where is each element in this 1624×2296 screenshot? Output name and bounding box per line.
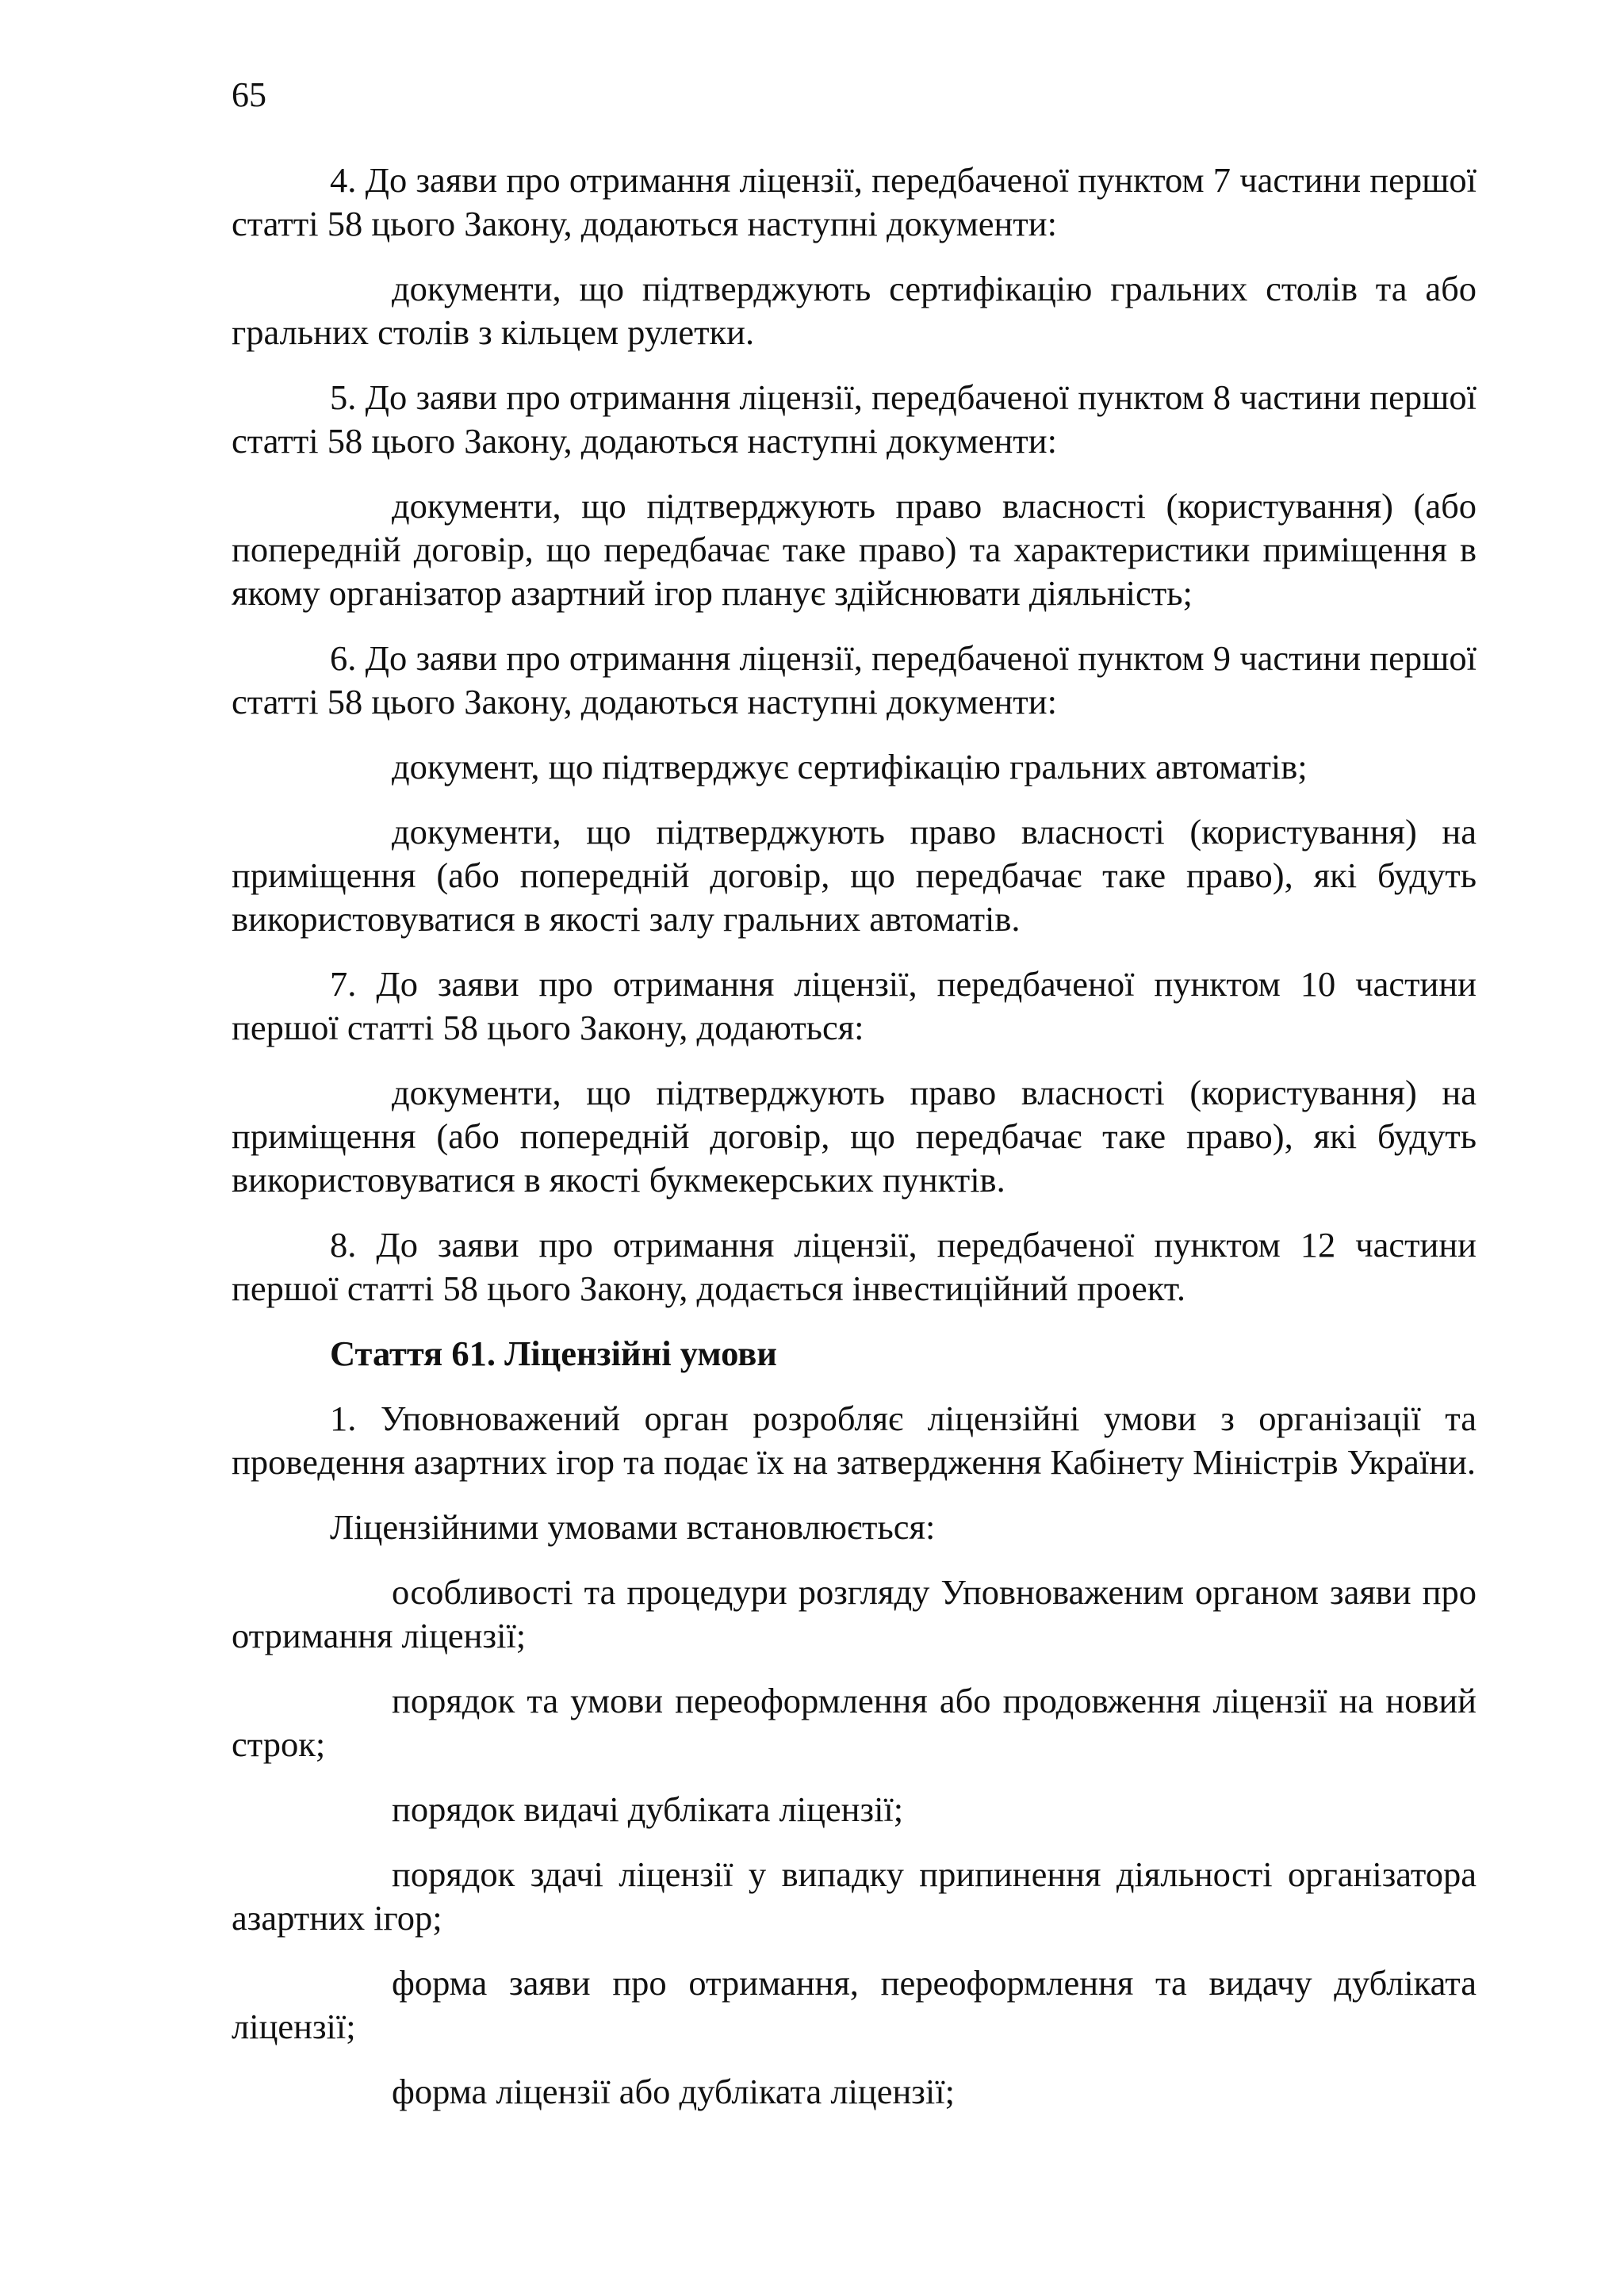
list-item-license-surrender: порядок здачі ліцензії у випадку припинення діяльності організатора азартних ігор; bbox=[232, 1854, 1477, 1938]
paragraph-item-8: 8. До заяви про отримання ліцензії, передбаченої пунктом 12 частини першої статті 58 цього Закону, додається інвестиційний проект. bbox=[232, 1225, 1477, 1308]
paragraph-article-61-item-1: 1. Уповноважений орган розробляє ліцензійні умови з організації та проведення азартних ігор та подає їх на затвердження Кабінету Міністрів України. bbox=[232, 1399, 1477, 1482]
paragraph-item-6-doc-ownership: документи, що підтверджують право власності (користування) на приміщення (або попередній договір, що передбачає таке право), які будуть використовуватися в якості залу гральних автоматів. bbox=[232, 812, 1477, 939]
document-body bbox=[232, 159, 1477, 2135]
paragraph-item-6-doc-certification: документ, що підтверджує сертифікацію гральних автоматів; bbox=[392, 747, 1308, 786]
list-item-license-form: форма ліцензії або дубліката ліцензії; bbox=[392, 2072, 955, 2111]
list-item-duplicate-issuance: порядок видачі дубліката ліцензії; bbox=[392, 1789, 904, 1829]
paragraph-item-7: 7. До заяви про отримання ліцензії, передбаченої пунктом 10 частини першої статті 58 цього Закону, додаються: bbox=[232, 964, 1477, 1047]
paragraph-item-6: 6. До заяви про отримання ліцензії, передбаченої пунктом 9 частини першої статті 58 цього Закону, додаються наступні документи: bbox=[232, 638, 1477, 721]
paragraph-license-conditions-intro: Ліцензійними умовами встановлюється: bbox=[330, 1507, 936, 1547]
list-item-reissue-renewal: порядок та умови переоформлення або продовження ліцензії на новий строк; bbox=[232, 1681, 1477, 1764]
page-number: 65 bbox=[232, 75, 266, 114]
paragraph-item-4: 4. До заяви про отримання ліцензії, передбаченої пунктом 7 частини першої статті 58 цього Закону, додаються наступні документи: bbox=[232, 160, 1477, 243]
paragraph-item-7-docs: документи, що підтверджують право власності (користування) на приміщення (або попередній договір, що передбачає таке право), які будуть використовуватися в якості букмекерських пунктів. bbox=[232, 1073, 1477, 1200]
article-61-heading: Стаття 61. Ліцензійні умови bbox=[330, 1334, 777, 1373]
paragraph-item-5-docs: документи, що підтверджують право власності (користування) (або попередній договір, що передбачає таке право) та характеристики приміщення в якому організатор азартний ігор планує здійснювати діяльність; bbox=[232, 486, 1477, 613]
paragraph-item-5: 5. До заяви про отримання ліцензії, передбаченої пунктом 8 частини першої статті 58 цього Закону, додаються наступні документи: bbox=[232, 377, 1477, 461]
list-item-review-procedures: особливості та процедури розгляду Уповноваженим органом заяви про отримання ліцензії; bbox=[232, 1572, 1477, 1655]
list-item-application-form: форма заяви про отримання, переоформлення та видачу дубліката ліцензії; bbox=[232, 1963, 1477, 2046]
paragraph-item-4-docs: документи, що підтверджують сертифікацію гральних столів та або гральних столів з кільцем рулетки. bbox=[232, 269, 1477, 352]
